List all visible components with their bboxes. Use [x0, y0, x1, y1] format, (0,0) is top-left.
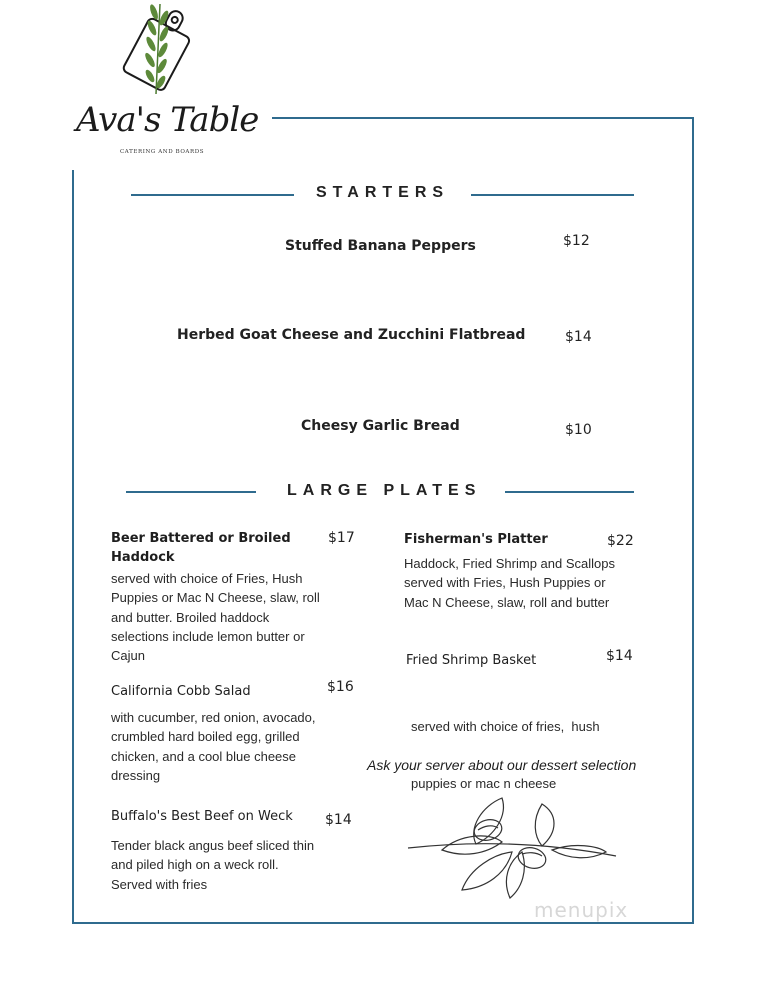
section-rule-left: [126, 491, 256, 493]
plate-item-price: $14: [606, 648, 633, 664]
starter-item-price: $12: [563, 233, 590, 249]
plate-item-name: California Cobb Salad: [111, 684, 251, 699]
plate-item-description: Tender black angus beef sliced thin and piled high on a weck roll. Served with fries: [111, 838, 315, 892]
section-title-large-plates: LARGE PLATES: [287, 482, 482, 499]
plate-item-price: $14: [325, 812, 352, 828]
starter-item-price: $10: [565, 422, 592, 438]
plate-item-name: Fried Shrimp Basket: [406, 653, 537, 668]
plate-item-description: Haddock, Fried Shrimp and Scallops served with Fries, Hush Puppies or Mac N Cheese, slaw, roll and butter: [404, 556, 615, 610]
plate-item-description: with cucumber, red onion, avocado, crumbled hard boiled egg, grilled chicken, and a cool blue cheese dressing: [111, 710, 316, 783]
plate-item-name: Fisherman's Platter: [404, 532, 548, 547]
section-rule-right: [505, 491, 634, 493]
olive-branch-illustration: [402, 790, 622, 902]
section-rule-left: [131, 194, 294, 196]
starter-item-name: Cheesy Garlic Bread: [301, 418, 460, 434]
brand-name: Ava's Table: [76, 100, 259, 140]
dessert-note: Ask your server about our dessert selection: [367, 757, 637, 773]
plate-item-price: $22: [607, 533, 634, 549]
brand-tagline: CATERING AND BOARDS: [120, 149, 205, 155]
starter-item-price: $14: [565, 329, 592, 345]
starter-item-name: Herbed Goat Cheese and Zucchini Flatbread: [177, 327, 526, 343]
watermark: menupix: [534, 898, 629, 922]
section-rule-right: [471, 194, 634, 196]
plate-item-price: $17: [328, 530, 355, 546]
plate-item-description: served with choice of Fries, Hush Puppies or Mac N Cheese, slaw, roll and butter. Broiled haddock selections include lemon butter or Cajun: [111, 571, 320, 664]
cutting-board-olive-branch-icon: [116, 0, 216, 100]
starter-item-name: Stuffed Banana Peppers: [285, 238, 476, 254]
section-title-starters: STARTERS: [316, 184, 450, 201]
plate-item-description: served with choice of fries, hush puppies or mac n cheese: [411, 718, 600, 792]
plate-item-name: Beer Battered or Broiled Haddock: [111, 531, 291, 565]
plate-item-name: Buffalo's Best Beef on Weck: [111, 809, 293, 824]
plate-item-price: $16: [327, 679, 354, 695]
